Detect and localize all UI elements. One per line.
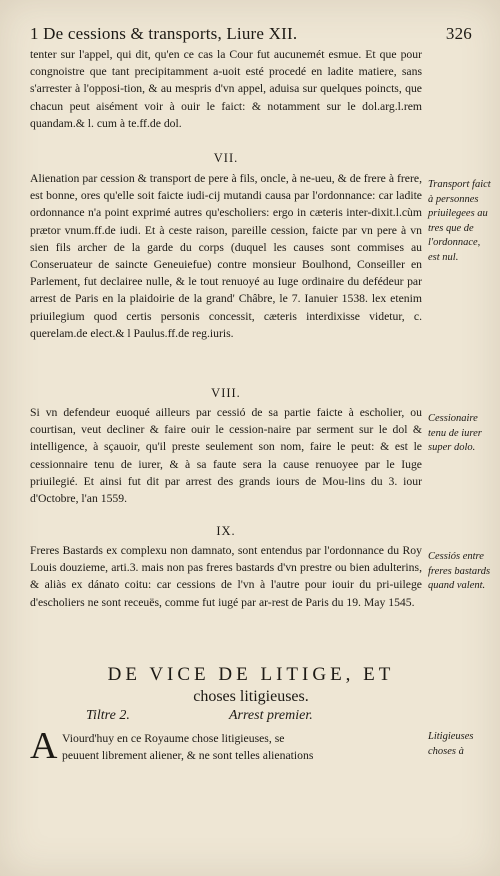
page-number: 326 — [445, 24, 472, 43]
section-7-paragraph: Alienation par cession & transport de pere à fils, oncle, à ne-ueu, & de frere à frere, est bonne, ores qu'elle soit faicte iudi-cij mutandi causa par l'ordonnance: car ladite ordonnance n'a point exprimé autres qu'escholiers: ergo in cæteris inter-dixit.l.cùm prætor vnum.ff.de iudi. Et à ceste raison, pareille cession, faicte par vn pere à vn sien fils archer de la garde du corps (duquel les causes sont commises au Conseruateur de saincte Geneuiefue) contre monsieur Boulhond, Conseiller en Parlement, fut declairee nulle, & le tout renuoyé au Iuge ordinaire du defédeur par arrest de Paris en la plaidoirie de la grand' Châbre, le 7. Ianuier 1538. lex etenim priuilegium quod certis personis concessit, cæteris interdixisse videtur, c. querelam.de elect.& l Paulus.ff.de reg.iuris. — [30, 172, 422, 340]
intro-text: tenter sur l'appel, qui dit, qu'en ce cas la Cour fut aucunemét esmue. Et que pour congnoistre que tant precipitamment a-uoit esté procedé en ladite matiere, sans s'arrester à l'opposi-tion, & au mespris d'vn appel, aduisa sur quelques poincts, que chacun peut aisément voir à ouir le faict: & notamment sur le dol.arg.l.rem quandam.& l. cum à te.ff.de dol. — [30, 48, 422, 130]
chapter-line-1: Viourd'huy en ce Royaume chose litigieuses, se — [62, 732, 285, 745]
section-number-8: VIII. — [211, 386, 241, 400]
margin-note-9: Cessiós entre freres bastards quand valent. — [428, 551, 491, 591]
section-9-text — [30, 542, 422, 611]
chapter-subtitle: choses litigieuses. — [193, 688, 309, 705]
intro-paragraph — [30, 46, 422, 132]
header-title: 1 De cessions & transports, Liure XII. — [30, 24, 298, 43]
tiltre-line — [86, 708, 313, 724]
margin-note-chapter: Litigieuses choses à — [428, 731, 474, 757]
section-8-text — [30, 404, 422, 507]
section-7-text — [30, 170, 422, 342]
section-number-9: IX. — [216, 524, 236, 538]
margin-note-8: Cessionaire tenu de iurer super dolo. — [428, 413, 482, 453]
section-9-paragraph: Freres Bastards ex complexu non damnato, sont entendus par l'ordonnance du Roy Louis douzieme, arti.3. mais non pas freres bastards d'vn prestre ou bien adulterins, & aliàs ex dánato coitu: car cessions de l'vn à l'autre pour iouir du pri-uilege d'escholiers ne sont receuës, comme fut iugé par ar-rest de Paris du 19. May 1545. — [30, 544, 422, 609]
tiltre-label: Tiltre 2. — [86, 708, 130, 723]
arrest-label: Arrest premier. — [229, 708, 313, 723]
drop-cap: A — [30, 725, 58, 767]
running-header — [30, 24, 472, 46]
margin-note-7: Transport faict à personnes priuilegees au tres que de l'ordonnace, est nul. — [428, 179, 491, 263]
chapter-opening-text — [62, 730, 422, 764]
section-8-paragraph: Si vn defendeur euoqué ailleurs par cessió de sa partie faicte à escholier, ou courtisan, veut decliner & faire ouir le cession-naire par serment sur le dol & intelligence, à sçauoir, qu'il preste seulement son nom, faire le peut: & est le cessionnaire tenu de iurer, & à sa faute sera la cause renuoyee par le Iuge priuilegié. Et ainsi fut dit par arrest des grands iours de Mou-lins du 3. iour d'Octobre, l'an 1559. — [30, 406, 422, 506]
chapter-line-2: peuuent librement aliener, & ne sont telles alienations — [62, 749, 314, 763]
chapter-title: DE VICE DE LITIGE, ET — [107, 664, 395, 685]
section-number-7: VII. — [213, 151, 239, 165]
